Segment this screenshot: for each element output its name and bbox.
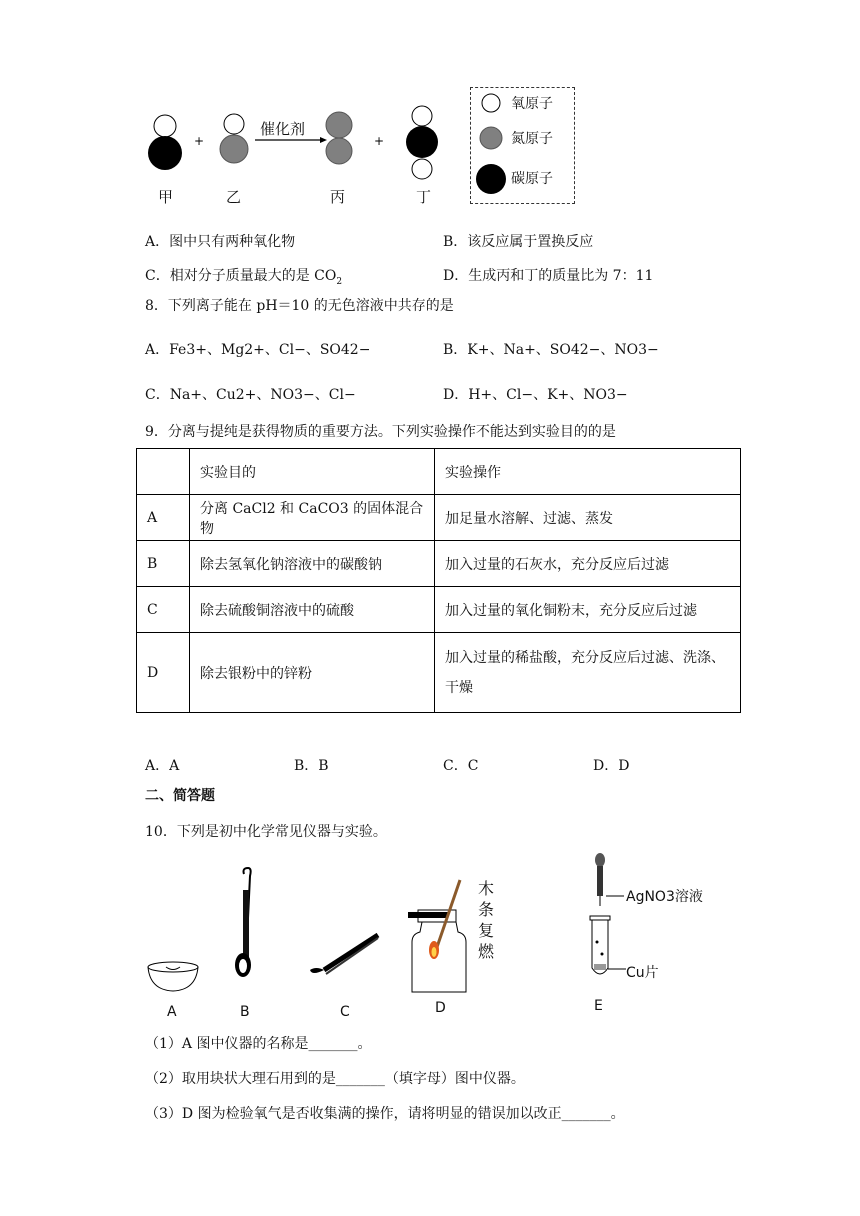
table-header-cell: [137, 449, 190, 495]
yi-nitrogen-atom: [220, 135, 248, 163]
q8-option-c: C．Na+、Cu2+、NO3−、Cl−: [145, 387, 356, 403]
table-cell: D: [137, 633, 190, 713]
q8-stem: 8．下列离子能在 pH＝10 的无色溶液中共存的是: [145, 298, 454, 314]
q8-option-a: A．Fe3+、Mg2+、Cl−、SO42−: [145, 342, 371, 358]
q8-option-d: D．H+、Cl−、K+、NO3−: [443, 387, 628, 403]
legend-nitrogen-label: 氮原子: [511, 131, 553, 147]
table-cell: B: [137, 541, 190, 587]
label-bing: 丙: [330, 188, 346, 206]
q10-sub2: （2）取用块状大理石用到的是_______（填字母）图中仪器。: [145, 1071, 525, 1087]
fig-label-c: C: [340, 1004, 350, 1020]
yi-oxygen-atom: [224, 114, 244, 134]
q7-option-a: A．图中只有两种氧化物: [145, 234, 296, 250]
q7-option-d: D．生成丙和丁的质量比为 7：11: [443, 268, 654, 284]
fig-label-e: E: [594, 998, 603, 1014]
table-cell: 加入过量的氧化铜粉末，充分反应后过滤: [435, 587, 741, 633]
table-cell: 加入过量的石灰水，充分反应后过滤: [435, 541, 741, 587]
section-heading: 二、简答题: [145, 788, 215, 804]
evaporating-dish-icon: [148, 962, 198, 991]
plus-sign: +: [194, 134, 205, 148]
table-row: [137, 587, 741, 633]
q10-sub3: （3）D 图为检验氧气是否收集满的操作，请将明显的错误加以改正_______。: [145, 1106, 625, 1122]
ding-oxygen-atom-1: [412, 106, 432, 126]
apparatus-figure: [140, 850, 740, 1025]
d-splint-label: 木 条 复 燃: [478, 879, 495, 961]
table-row: [137, 633, 741, 713]
bing-nitrogen-atom-2: [326, 138, 352, 164]
e-cu-label: Cu片: [626, 965, 659, 981]
table-cell: 除去氢氧化钠溶液中的碳酸钠: [190, 541, 435, 587]
table-cell: 除去银粉中的锌粉: [190, 633, 435, 713]
table-cell: A: [137, 495, 190, 541]
jia-oxygen-atom: [154, 115, 176, 137]
jia-carbon-atom: [148, 136, 182, 170]
table-cell: 加足量水溶解、过滤、蒸发: [435, 495, 741, 541]
gas-collection-bottle-icon: [408, 880, 466, 992]
q9-stem: 9．分离与提纯是获得物质的重要方法。下列实验操作不能达到实验目的的是: [145, 424, 616, 440]
q9-option-a: A．A: [145, 758, 180, 774]
reaction-diagram: [130, 100, 460, 210]
legend-carbon-label: 碳原子: [511, 171, 553, 187]
legend-carbon-icon: [476, 164, 506, 194]
table-cell: C: [137, 587, 190, 633]
q10-stem: 10．下列是初中化学常见仪器与实验。: [145, 824, 387, 840]
table-header-cell: 实验目的: [190, 449, 435, 495]
fig-label-b: B: [240, 1004, 250, 1020]
label-yi: 乙: [226, 188, 242, 206]
fig-label-d: D: [435, 1000, 446, 1016]
q9-option-b: B．B: [294, 758, 329, 774]
label-jia: 甲: [158, 188, 174, 206]
q7-option-c: C．相对分子质量最大的是 $CO_2$: [145, 268, 343, 287]
tweezers-icon: [310, 935, 378, 974]
table-row: [137, 541, 741, 587]
test-tube-icon: [590, 896, 626, 974]
q7-option-b: B．该反应属于置换反应: [443, 234, 594, 250]
catalyst-label: 催化剂: [260, 120, 306, 138]
legend-nitrogen-icon: [480, 127, 502, 149]
table-cell: 除去硫酸铜溶液中的硫酸: [190, 587, 435, 633]
e-agno3-label: AgNO3溶液: [626, 889, 703, 905]
ding-oxygen-atom-2: [412, 159, 432, 179]
label-ding: 丁: [416, 188, 432, 206]
table-cell: 分离 CaCl2 和 CaCO3 的固体混合物: [190, 495, 435, 541]
table-cell: 加入过量的稀盐酸，充分反应后过滤、洗涤、干燥: [435, 633, 741, 713]
q9-option-d: D．D: [593, 758, 630, 774]
legend-oxygen-label: 氧原子: [511, 96, 553, 112]
table-header-cell: 实验操作: [435, 449, 741, 495]
bing-nitrogen-atom-1: [326, 112, 352, 138]
table-header-row: [137, 449, 741, 495]
fig-label-a: A: [167, 1004, 177, 1020]
q8-option-b: B．K+、Na+、SO42−、NO3−: [443, 342, 659, 358]
q9-option-c: C．C: [443, 758, 479, 774]
dropper-icon: [595, 853, 605, 906]
legend-oxygen-icon: [482, 94, 500, 112]
svg-text:+: +: [374, 134, 385, 148]
ding-carbon-atom: [406, 126, 438, 158]
medicine-spoon-icon: [235, 868, 251, 977]
q10-sub1: （1）A 图中仪器的名称是_______。: [145, 1036, 372, 1052]
table-row: [137, 495, 741, 541]
atom-legend: [470, 87, 575, 204]
q9-table: [136, 448, 741, 713]
